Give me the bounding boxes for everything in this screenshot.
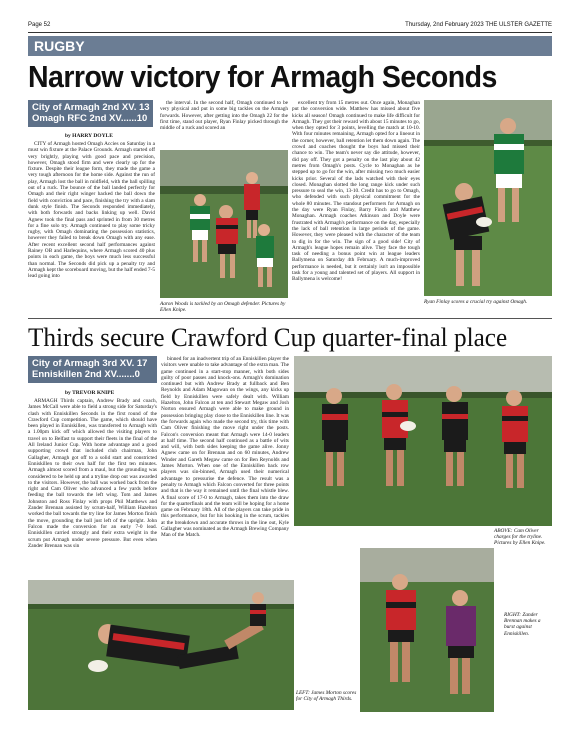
story2-headline: Thirds secure Crawford Cup quarter-final place (28, 323, 508, 352)
dateline: Thursday, 2nd February 2023 THE ULSTER GAZETTE (405, 22, 552, 28)
header-rule (28, 32, 552, 33)
story2-column-1 (28, 398, 157, 576)
story2-score-home: City of Armagh 3rd XV. 17 (32, 358, 148, 369)
page-number: Page 52 (28, 22, 51, 28)
story2-caption-above: ABOVE: Cam Oliver charges for the tryline. Pictures by Ellen Knipe. (494, 528, 546, 547)
section-bar (28, 36, 552, 56)
story-divider (28, 318, 552, 319)
story2-caption-left: LEFT: James Morton scores for City of Armagh Thirds. (296, 690, 357, 703)
story2-column-2 (161, 356, 289, 576)
story2-score-away: Enniskillen 2nd XV.......0 (32, 369, 140, 380)
story1-caption-right: Ryan Finlay scores a crucial try against Omagh. (424, 299, 528, 305)
story2-photo-burst (360, 548, 494, 712)
story1-photo-tackle (160, 150, 288, 298)
story1-score-home: City of Armagh 2nd XV. 13 (32, 102, 150, 113)
story2-col1-text: ARMAGH Thirds captain, Andrew Brady and coach, James McCall were able to field a strong side for Saturday's clash with Enniskillen Seconds in the first round of the Crawford Cup competition. The game, which should have been played in Enniskillen, was transferred to Armagh with a 1.00pm kick off which allowed the visiting players to travel on to Belfast to support their fleets in the final of the All Ireland Junior Cup. With home advantage and a good supporting crowd that included club chairman, John Gallagher, Armagh got off to a solid start and constricted Enniskillen to their own half for the first ten minutes. Armagh almost scored from a maul, but the grounding was considered to be held up and a tryline drop out was awarded to the visitors. However, the ball was worked back from the right and Cam Oliver who advanced a few yards before feeding the ball towards the left wing. Tom and James Johnston and Ross Finlay with props Phil Matthews and Zander Brennan assisted by scrum-half, William Hazelton worked the ball towards the try line for James Morton finish the move, grounding the ball just left of the upright. John Falcon made the conversion for an early 7-0 lead. Enniskillen carried strongly and their extra weight in the scrum put Armagh under severe pressure. But even when Zander Brennan was sin (28, 398, 157, 549)
story2-caption-right: RIGHT: Zander Brennan makes a burst against Enniskillen. (504, 612, 541, 637)
story1-column-3 (292, 100, 420, 313)
story1-byline: by HARRY DOYLE (65, 133, 113, 139)
story2-byline: by TREVOR KNIPE (65, 390, 115, 396)
section-title: RUGBY (34, 38, 85, 54)
player-figure-support (250, 592, 266, 626)
story1-score-away: Omagh RFC 2nd XV......10 (32, 113, 148, 124)
story2-scorebox (28, 356, 157, 383)
story1-col3-text: excellent try from 15 metres out. Once again, Monaghan put the conversion wide. Matthew has missed about five kicks all season! Omagh continued to make life difficult for Armagh. They got their reward with about 15 minutes to go, when they opted for 3 points, levelling the match at 10-10. With four minutes remaining, Armagh opted for a lineout in the corner, however, ball retention let them down again. The crowd and coaches thought the boys had missed their chance to win. The team's never say die attitude, however, did pay off. They got a penalty on the last play about 42 metres from Omagh's posts. Cycle to Monaghan as he stepped up to go for the win, after missing two much easier kicks prior. Several of the lads watched with their eyes closed. Monaghan slotted the long range kick under such pressure to seal the win, 13-10. Credit has to go to Omagh, who defended with such physical commitment for the whole 80 minutes. The standout performers for Armagh on the day were Ryan Finlay, Barry Finch and Matthew Monaghan. Armagh coaches Atkinson and Doyle were frustrated with Armagh's performance on the day, especially the lack of ball retention in large periods of the game. However, they were pleased with the character of the team to dig in for the win. The sign of a good side! City of Armagh's league hopes remain alive. They face the tough task of needing a bonus point win at league leaders Ballymena on Saturday 4th February. A much-improved performance is needed, but it certainly isn't an impossible task for a young and talented set of players. All support in Ballymena is welcome! (292, 100, 420, 283)
story1-column-2 (160, 100, 288, 148)
story1-column-1 (28, 141, 155, 312)
page-header (28, 22, 552, 32)
story2-col2-text: binned for an inadvertent trip of an Enniskillen player the visitors were unable to take advantage of the extra man. The game continued in a start-stop manner, with both sides guilty of poor passes and knock-ons. Armagh's domination continued but with Andrew Brady at fullback and Ben Reynolds and Adam Magowan on the wings, any kicks up field by Enniskillen were safely dealt with. William Hazelton, John Falcon at ten and Stewart Megaw and Josh Norton ensured Armagh were able to make ground in possession bringing play close to the Enniskillen line. It was the forwards again who made the second try, this time with Cam Oliver finishing the move right under the posts. Falcon's conversion meant that Armagh were 14-0 leaders at half time. The second half continued as a battle of wits and will, with both sides keeping the game alive. Jonny Agnew came on for Brennan and on 60 minutes, Andrew Winder and Gareth Megaw came on for Ben Reynolds and James Morton. When one of the Enniskillen back row players was sin-binned, Armagh used their numerical advantage to pressurise the defence. The result was a penalty to Armagh which Falcon converted for three points and that is the way it remained until the final whistle blew. A final score of 17-0 to Armagh, takes them into the draw for the quarterfinals and the team will be hoping for a home game on February 18th. All of the players can take pride in this performance, but for his hooking in the scrum, tackles at the breakdown and accurate throws in the line out, Kyle Gallagher was nominated as the Armagh Brewing Company Man of the Match. (161, 356, 289, 539)
story2-photo-charge (294, 356, 552, 526)
story1-col1-text: CITY of Armagh hosted Omagh Accies on Saturday in a must win fixture at the Palace Grounds. Armagh started off very brightly, playing with good pace and precision, however, Omagh stood firm and were clearly up for the fixture. Despite their league form, they made the game a very tough afternoon for the home side. Against the run of play, Armagh lost the ball in midfield, with the ball spilling out of a ruck. The bounce of the ball landed perfectly for Omagh and their right winger hacked the ball down the field with conviction and pace, finishing the try with a slam dunk style finish. The Seconds responded immediately, with both forwards and backs linking up well. David Agnew took the final pass and sprinted in from 30 metres for a fine solo try. Armagh continued to play some tricky rugby, with Omagh dominating the possession statistics, however they failed to break down Omagh with any ease. After recent excellent second half performances against Rainey OB and Harlequins, where Armagh scored 40 plus points in each game, the boys were much less successful than normal. The Seconds did pick up a penalty try and Armagh kept the scoreboard moving, but the half ended 7-5 lead going into (28, 141, 155, 280)
story1-photo-try (424, 100, 552, 296)
story2-photo-score (28, 580, 294, 710)
story1-headline: Narrow victory for Armagh Seconds (28, 59, 497, 94)
story1-scorebox (28, 100, 153, 127)
story1-col2-text: the interval. In the second half, Omagh continued to be very physical and put in some big tackles on the Armagh forwards. However, after getting into the Omagh 22 for the first time, stand out player, Ryan Finlay picked through the middle of a ruck and scored an (160, 100, 288, 132)
story1-caption-left: Aaron Woods is tackled by an Omagh defender. Pictures by Ellen Knipe. (160, 301, 286, 314)
